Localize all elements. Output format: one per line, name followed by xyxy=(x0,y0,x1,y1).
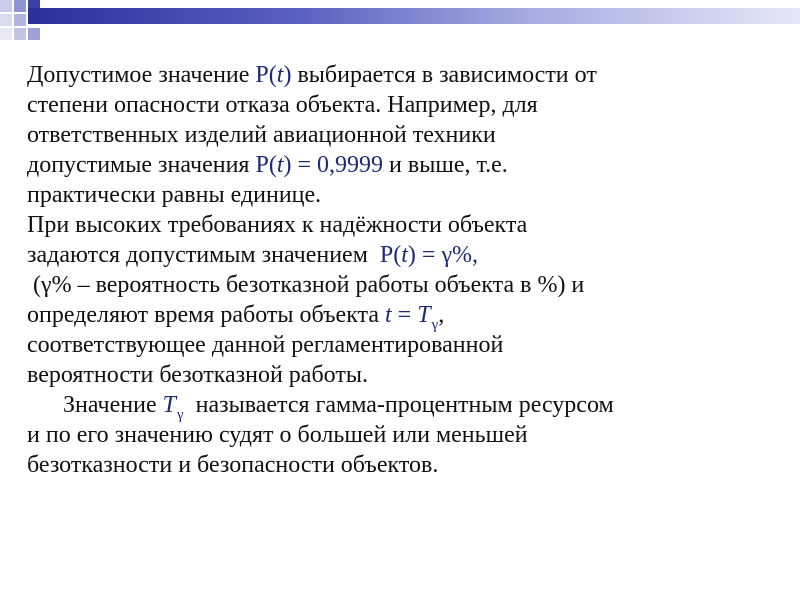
text-line xyxy=(27,150,787,180)
text-fragment: соответствующее данной регламентированной xyxy=(27,332,504,358)
text-fragment: практически равны единице. xyxy=(27,182,322,208)
formula-fragment: t xyxy=(401,242,408,268)
text-fragment: безотказности и безопасности объектов. xyxy=(27,452,439,478)
text-line xyxy=(27,390,787,423)
subscript-gamma: γ xyxy=(176,407,184,423)
slide-body-text xyxy=(27,60,787,480)
formula-fragment: P xyxy=(255,152,269,178)
decor-square xyxy=(0,0,12,12)
subscript-gamma: γ xyxy=(431,317,439,333)
decor-square xyxy=(0,14,12,26)
text-line xyxy=(27,210,787,240)
text-fragment: ответственных изделий авиационной техники xyxy=(27,122,496,148)
formula-fragment: ( xyxy=(268,152,277,178)
text-line xyxy=(27,450,787,480)
formula-fragment: T xyxy=(417,302,431,328)
text-line xyxy=(27,420,787,450)
text-line xyxy=(27,270,787,300)
text-line xyxy=(27,120,787,150)
formula-fragment: t xyxy=(276,152,284,178)
formula-fragment: t xyxy=(276,62,284,88)
formula-fragment: ( xyxy=(268,62,277,88)
text-line xyxy=(27,300,787,333)
text-fragment: , xyxy=(438,302,445,328)
text-fragment: и по его значению судят о большей или меньшей xyxy=(27,422,528,448)
text-fragment: вероятности безотказной работы. xyxy=(27,362,368,388)
text-fragment: степени опасности отказа объекта. Например, для xyxy=(27,92,538,118)
header-decoration xyxy=(0,0,800,44)
decor-square xyxy=(0,28,12,40)
text-line xyxy=(27,180,787,210)
text-fragment: называется гамма-процентным ресурсом xyxy=(183,392,614,418)
decor-square xyxy=(28,28,40,40)
decor-square xyxy=(14,0,26,12)
formula-fragment: ) = 0,9999 xyxy=(283,152,384,178)
formula-fragment: P xyxy=(379,242,394,268)
text-fragment: Допустимое значение xyxy=(27,62,256,88)
text-fragment: задаются допустимым значением xyxy=(27,242,380,268)
text-fragment: (γ% – вероятность безотказной работы объекта в %) и xyxy=(27,272,585,298)
formula-fragment: ( xyxy=(393,242,402,268)
text-line xyxy=(27,90,787,120)
text-fragment: определяют время работы объекта xyxy=(27,302,385,328)
text-fragment: и выше, т.е. xyxy=(383,152,508,178)
text-fragment: допустимые значения xyxy=(27,152,256,178)
decor-square xyxy=(14,28,26,40)
text-line xyxy=(27,360,787,390)
text-line xyxy=(27,240,787,270)
text-line xyxy=(27,60,787,90)
formula-fragment: T xyxy=(162,392,176,418)
text-fragment: При высоких требованиях к надёжности объекта xyxy=(27,212,528,238)
text-fragment: выбирается в зависимости от xyxy=(291,62,597,88)
formula-fragment: ) = γ%, xyxy=(407,242,479,268)
header-gradient-band xyxy=(28,8,800,24)
formula-fragment: t xyxy=(384,302,392,328)
decor-square xyxy=(14,14,26,26)
formula-fragment: = xyxy=(391,302,418,328)
text-fragment: Значение xyxy=(27,392,163,418)
text-line xyxy=(27,330,787,360)
formula-fragment: ) xyxy=(283,62,292,88)
formula-fragment: P xyxy=(255,62,269,88)
